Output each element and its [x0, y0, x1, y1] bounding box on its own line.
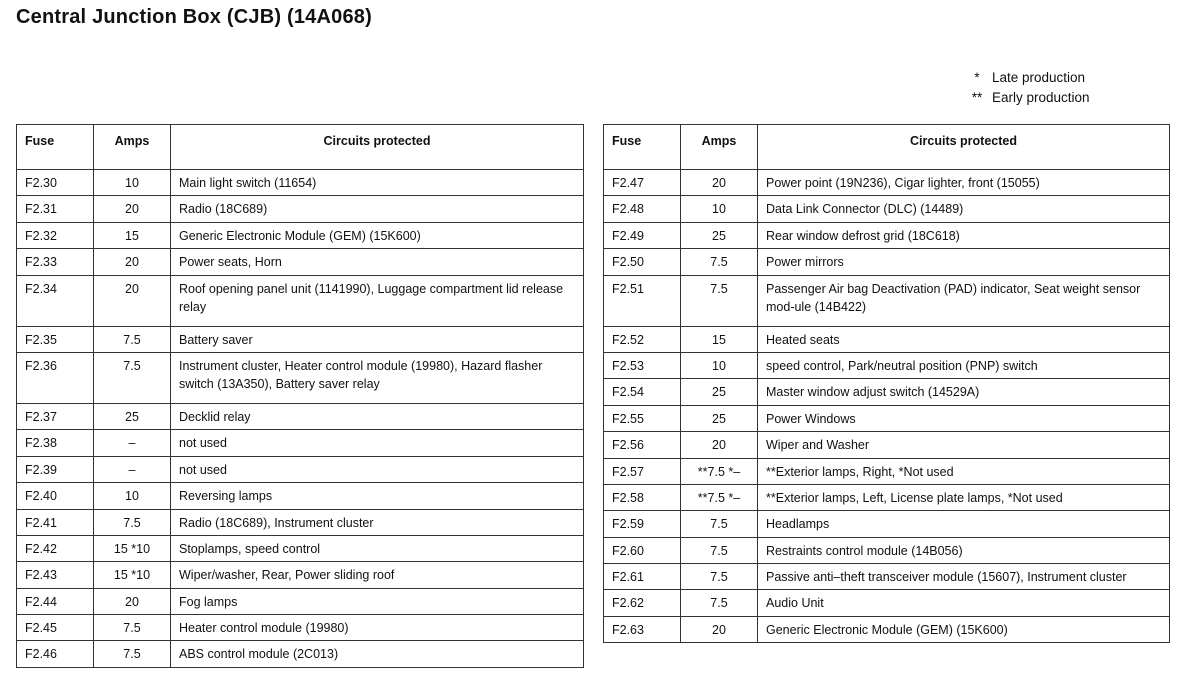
amps-cell: 7.5: [681, 564, 758, 590]
table-row: [604, 564, 1170, 590]
circuit-cell: Instrument cluster, Heater control module (19980), Hazard flasher switch (13A350), Battery saver relay: [171, 352, 584, 403]
fuse-cell: F2.43: [17, 562, 94, 588]
amps-cell: 7.5: [681, 537, 758, 563]
fuse-table-left: [16, 124, 584, 668]
fuse-cell: F2.41: [17, 509, 94, 535]
fuse-cell: F2.51: [604, 275, 681, 326]
legend-row-late: [962, 68, 1090, 88]
amps-cell: 20: [681, 170, 758, 196]
legend-mark: *: [974, 70, 980, 85]
table-row: [604, 405, 1170, 431]
circuit-cell: not used: [171, 456, 584, 482]
legend-text: Late production: [992, 70, 1086, 85]
amps-cell: 7.5: [94, 615, 171, 641]
fuse-cell: F2.53: [604, 352, 681, 378]
fuse-cell: F2.40: [17, 483, 94, 509]
circuit-cell: Power Windows: [758, 405, 1170, 431]
table-row: [17, 641, 584, 667]
amps-cell: 25: [94, 403, 171, 429]
circuit-cell: Restraints control module (14B056): [758, 537, 1170, 563]
header-amps: Amps: [681, 125, 758, 170]
table-row: [17, 456, 584, 482]
amps-cell: **7.5 *–: [681, 484, 758, 510]
table-row: [17, 352, 584, 403]
fuse-cell: F2.50: [604, 249, 681, 275]
circuit-cell: Battery saver: [171, 326, 584, 352]
amps-cell: 7.5: [681, 275, 758, 326]
table-row: [17, 403, 584, 429]
fuse-cell: F2.44: [17, 588, 94, 614]
fuse-cell: F2.31: [17, 196, 94, 222]
circuit-cell: Radio (18C689): [171, 196, 584, 222]
amps-cell: 20: [681, 616, 758, 642]
fuse-cell: F2.54: [604, 379, 681, 405]
amps-cell: 7.5: [94, 509, 171, 535]
legend-text: Early production: [992, 90, 1090, 105]
table-row: [604, 170, 1170, 196]
header-circuits: Circuits protected: [171, 125, 584, 170]
fuse-cell: F2.55: [604, 405, 681, 431]
fuse-cell: F2.59: [604, 511, 681, 537]
table-row: [604, 537, 1170, 563]
table-row: [17, 535, 584, 561]
circuit-cell: Headlamps: [758, 511, 1170, 537]
table-row: [17, 430, 584, 456]
table-row: [17, 222, 584, 248]
circuit-cell: Stoplamps, speed control: [171, 535, 584, 561]
table-row: [604, 352, 1170, 378]
fuse-cell: F2.38: [17, 430, 94, 456]
circuit-cell: Radio (18C689), Instrument cluster: [171, 509, 584, 535]
amps-cell: 10: [681, 352, 758, 378]
table-row: [17, 196, 584, 222]
table-row: [604, 590, 1170, 616]
table-row: [17, 170, 584, 196]
circuit-cell: Heater control module (19980): [171, 615, 584, 641]
amps-cell: 15: [681, 326, 758, 352]
table-row: [604, 379, 1170, 405]
circuit-cell: Rear window defrost grid (18C618): [758, 222, 1170, 248]
circuit-cell: Master window adjust switch (14529A): [758, 379, 1170, 405]
circuit-cell: Passive anti–theft transceiver module (15607), Instrument cluster: [758, 564, 1170, 590]
amps-cell: 7.5: [94, 641, 171, 667]
circuit-cell: Decklid relay: [171, 403, 584, 429]
circuit-cell: Power point (19N236), Cigar lighter, front (15055): [758, 170, 1170, 196]
table-row: [604, 511, 1170, 537]
circuit-cell: ABS control module (2C013): [171, 641, 584, 667]
amps-cell: 20: [681, 432, 758, 458]
fuse-cell: F2.56: [604, 432, 681, 458]
circuit-cell: Heated seats: [758, 326, 1170, 352]
table-row: [17, 326, 584, 352]
header-fuse: Fuse: [604, 125, 681, 170]
circuit-cell: Wiper/washer, Rear, Power sliding roof: [171, 562, 584, 588]
amps-cell: 15 *10: [94, 535, 171, 561]
amps-cell: –: [94, 456, 171, 482]
table-row: [604, 249, 1170, 275]
fuse-cell: F2.58: [604, 484, 681, 510]
amps-cell: 20: [94, 196, 171, 222]
circuit-cell: speed control, Park/neutral position (PNP) switch: [758, 352, 1170, 378]
page-title: Central Junction Box (CJB) (14A068): [16, 6, 372, 28]
circuit-cell: Power mirrors: [758, 249, 1170, 275]
circuit-cell: Generic Electronic Module (GEM) (15K600): [758, 616, 1170, 642]
fuse-cell: F2.33: [17, 249, 94, 275]
amps-cell: 7.5: [681, 590, 758, 616]
circuit-cell: Power seats, Horn: [171, 249, 584, 275]
table-row: [604, 484, 1170, 510]
table-row: [17, 588, 584, 614]
circuit-cell: not used: [171, 430, 584, 456]
fuse-cell: F2.37: [17, 403, 94, 429]
amps-cell: 10: [94, 170, 171, 196]
amps-cell: 7.5: [681, 249, 758, 275]
fuse-cell: F2.42: [17, 535, 94, 561]
fuse-cell: F2.45: [17, 615, 94, 641]
table-row: [604, 326, 1170, 352]
amps-cell: 20: [94, 249, 171, 275]
legend: [962, 68, 1090, 108]
amps-cell: 20: [94, 588, 171, 614]
amps-cell: 25: [681, 222, 758, 248]
amps-cell: 7.5: [681, 511, 758, 537]
amps-cell: 15 *10: [94, 562, 171, 588]
circuit-cell: Main light switch (11654): [171, 170, 584, 196]
fuse-cell: F2.46: [17, 641, 94, 667]
amps-cell: 25: [681, 379, 758, 405]
amps-cell: 7.5: [94, 352, 171, 403]
circuit-cell: Passenger Air bag Deactivation (PAD) indicator, Seat weight sensor mod-ule (14B422): [758, 275, 1170, 326]
fuse-cell: F2.30: [17, 170, 94, 196]
fuse-cell: F2.32: [17, 222, 94, 248]
table-header-row: [17, 125, 584, 170]
table-row: [604, 616, 1170, 642]
fuse-cell: F2.62: [604, 590, 681, 616]
table-row: [17, 483, 584, 509]
legend-row-early: [962, 88, 1090, 108]
amps-cell: 25: [681, 405, 758, 431]
fuse-cell: F2.49: [604, 222, 681, 248]
amps-cell: 20: [94, 275, 171, 326]
fuse-cell: F2.36: [17, 352, 94, 403]
circuit-cell: Roof opening panel unit (1141990), Luggage compartment lid release relay: [171, 275, 584, 326]
fuse-cell: F2.52: [604, 326, 681, 352]
fuse-cell: F2.61: [604, 564, 681, 590]
amps-cell: 15: [94, 222, 171, 248]
table-row: [604, 458, 1170, 484]
legend-mark: **: [971, 90, 983, 105]
table-header-row: [604, 125, 1170, 170]
table-row: [17, 509, 584, 535]
table-row: [604, 275, 1170, 326]
amps-cell: –: [94, 430, 171, 456]
circuit-cell: Fog lamps: [171, 588, 584, 614]
fuse-table-right: [603, 124, 1170, 643]
circuit-cell: Wiper and Washer: [758, 432, 1170, 458]
fuse-cell: F2.39: [17, 456, 94, 482]
table-row: [17, 249, 584, 275]
header-circuits: Circuits protected: [758, 125, 1170, 170]
circuit-cell: **Exterior lamps, Right, *Not used: [758, 458, 1170, 484]
table-row: [604, 196, 1170, 222]
fuse-cell: F2.47: [604, 170, 681, 196]
amps-cell: 10: [681, 196, 758, 222]
table-row: [604, 432, 1170, 458]
circuit-cell: **Exterior lamps, Left, License plate lamps, *Not used: [758, 484, 1170, 510]
circuit-cell: Audio Unit: [758, 590, 1170, 616]
fuse-cell: F2.35: [17, 326, 94, 352]
header-fuse: Fuse: [17, 125, 94, 170]
circuit-cell: Generic Electronic Module (GEM) (15K600): [171, 222, 584, 248]
amps-cell: 7.5: [94, 326, 171, 352]
fuse-cell: F2.34: [17, 275, 94, 326]
fuse-cell: F2.48: [604, 196, 681, 222]
circuit-cell: Data Link Connector (DLC) (14489): [758, 196, 1170, 222]
amps-cell: **7.5 *–: [681, 458, 758, 484]
table-row: [17, 615, 584, 641]
table-row: [604, 222, 1170, 248]
fuse-cell: F2.63: [604, 616, 681, 642]
header-amps: Amps: [94, 125, 171, 170]
fuse-cell: F2.60: [604, 537, 681, 563]
amps-cell: 10: [94, 483, 171, 509]
fuse-cell: F2.57: [604, 458, 681, 484]
table-row: [17, 275, 584, 326]
table-row: [17, 562, 584, 588]
circuit-cell: Reversing lamps: [171, 483, 584, 509]
